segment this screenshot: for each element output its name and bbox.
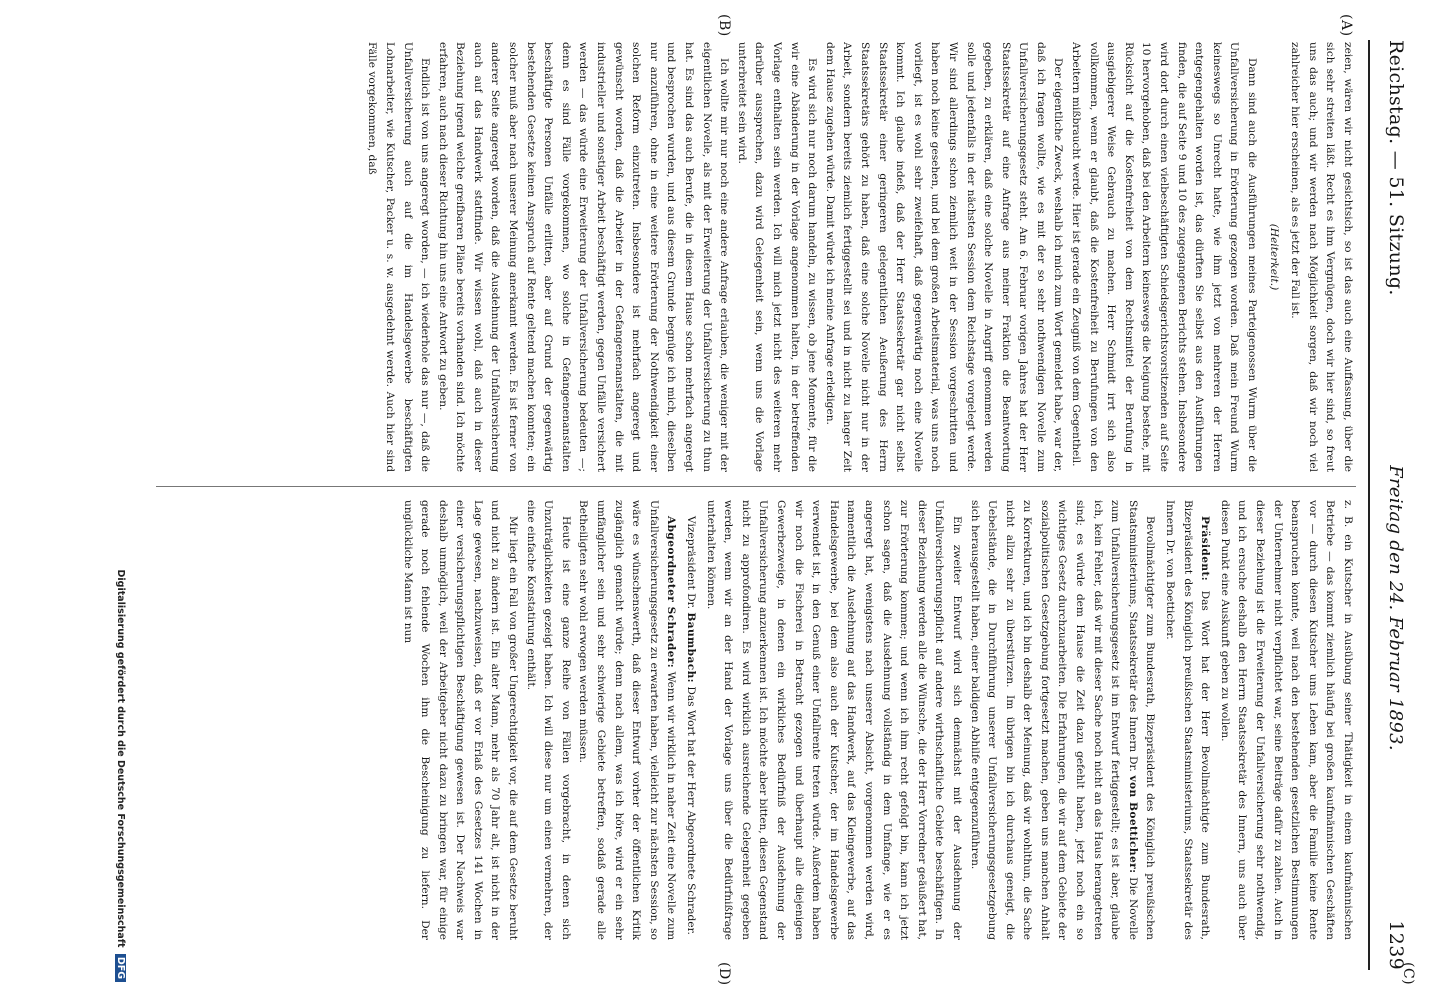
page-header	[1374, 40, 1418, 970]
header-date: Freitag den 24. Februar 1893.	[1385, 465, 1407, 751]
credit-text: Digitalisierung gefördert durch die Deutsche Forschungsgemeinschaft	[115, 569, 126, 948]
margin-letter-c: (C)	[1400, 962, 1416, 986]
right-column	[156, 500, 1356, 940]
paragraph: Der eigentliche Zweck, weshalb ich mich zum Wort gemeldet habe, war der, daß ich fragen wollte, wie es mit der so sehr nothwendigen Novelle zum Unfallversicherungsgesetz steht. Am 6. Februar vorigen Jahres hat der Herr Staatssekretär auf eine Anfrage aus meiner Fraktion die Beantwortung gegeben, zu erklären, daß eine solche Novelle in Angriff genommen werden solle und jedenfalls in der nächsten Session dem Reichstage vorgelegt werde. Wir sind allerdings schon ziemlich weit in der Session vorgeschritten und haben noch keine gesehen, und bei dem großen Arbeitsmaterial, was uns noch vorliegt, ist es wohl sehr zweifelhaft, daß gegenwärtig noch eine Novelle kommt. Ich glaube indeß, daß der Herr Staatssekretär gar nicht selbst Staatssekretär einer geringeren gelegentlichen Aeußerung des Herrn Staatssekretärs gehört zu haben, daß eine solche Novelle nicht nur in der Arbeit, sondern bereits ziemlich fertiggestellt sei und in nicht zu langer Zeit dem Hause zugehen würde. Damit würde ich meine Anfrage erledigen.	[823, 42, 1065, 472]
paragraph: Es wird sich nur noch darum handeln, zu wissen, ob jene Momente, für die wir eine Abänderung in der Vorlage angenommen halten, in der betreffenden Vorlage enthalten sein werden. Ich will mich jetzt nicht des weiteren mehr darüber aussprechen, dazu wird Gelegenheit sein, wenn uns die Vorlage unterbreitet sein wird.	[735, 42, 819, 472]
speaker-name: von Boetticher:	[1126, 775, 1139, 874]
speaker-name: Präsident:	[1199, 516, 1212, 582]
paragraph: Abgeordneter Schrader: Wenn wir wirklich in naher Zeit eine Novelle zum Unfallversicherungsgesetz zu erwarten haben, vielleicht zur nächsten Session, so wäre es wünschenswerth, daß dieser Entwurf vorher der öffentlichen Kritik zugänglich gemacht würde; denn nach allem, was ich höre, wird er ein sehr umfänglicher sein und sehr schwierige Gebiete betreffen, sodaß gerade alle Betheiligten sehr wohl erwogen werden müssen.	[577, 500, 678, 940]
left-column	[156, 42, 1356, 472]
paragraph: Mir liegt ein Fall von großer Ungerechtigkeit vor, die auf dem Gesetze beruht und nicht zu ändern ist. Ein alter Mann, mehr als 70 Jahr alt, ist nicht in der Lage gewesen, nachzuweisen, daß er vor Erlaß des Gesetzes 141 Wochen in einer versicherungspflichtigen Beschäftigung gewesen ist. Der Nachweis war deshalb unmöglich, weil der Arbeitgeber nicht dazu zu bringen war, für einige gerade noch fehlende Wochen ihm die Bescheinigung zu liefern. Der unglückliche Mann ist nun	[401, 500, 520, 940]
header-rule	[1368, 40, 1370, 970]
paragraph: zeien, wären wir nicht gesichtsich, so ist das auch eine Auffassung, über die sich sehr streiten läßt. Recht es ihm Vergnügen, doch wir hier sind, so freut uns das auch; und wir werden nach Möglichkeit sorgen, daß wir noch viel zahlreicher hier erscheinen, als es jetzt der Fall ist.	[1289, 42, 1354, 472]
speaker-name: Abgeordneter Schrader:	[665, 516, 678, 669]
paragraph: Ich wollte mir nur noch eine andere Anfrage erlauben, die weniger mit der eigentlichen Novelle, als mit der Erweiterung der Unfallversicherung zu thun hat. Es sind das auch Berufe, die in diesem Hause schon mehrfach angeregt und besprochen wurden, und aus diesem Grunde begnüge ich mich, dieselben nur anzuführen, ohne in eine weitere Erörterung der Nothwendigkeit einer solchen Reform einzutreten. Insbesondere ist mehrfach angeregt und gewünscht worden, daß die Arbeiter in der Gefangenenanstalten, die mit industrieller und sonstiger Arbeit beschäftigt werden, gegen Unfälle versichert werden — das würde eine Erweiterung der Unfallversicherung bedeuten —; denn es sind Fälle vorgekommen, wo solche in Gefangenenanstalten beschäftigte Personen Unfälle erlitten, aber auf Grund der gegenwärtig bestehenden Gesetze keinen Anspruch auf Rente geltend machen konnten; ein solcher muß aber nach unserer Meinung anerkannt werden. Es ist ferner von anderer Seite angeregt worden, daß die Ausdehnung der Unfallversicherung auch auf das Handwerk stattfinde. Wir wissen wohl, daß auch in dieser Beziehung irgend welche greifbaren Pläne bereits vorhanden sind. Ich möchte erfahren, auch nach dieser Richtung hin uns eine Antwort zu geben.	[436, 42, 731, 472]
header-left: Reichstag. — 51. Sitzung.	[1385, 40, 1407, 296]
margin-letter-d: (D)	[716, 962, 732, 986]
paragraph: z. B. ein Kutscher in Ausübung seiner Thätigkeit in einem kaufmännischen Betriebe — das kommt ziemlich häufig bei großen kaufmännischen Geschäften vor — durch diesen Kutscher ums Leben kam, aber die Familie keine Rente beanspruchen konnte, weil nach den bestehenden gesetzlichen Bestimmungen der Unternehmer nicht verpflichtet war, seine Beiträge dafür zu zahlen. Auch in dieser Beziehung ist die Erweiterung der Unfallversicherung sehr nothwendig, und ich ersuche deshalb den Herrn Staatssekretär des Innern, uns auch über diesen Punkt eine Auskunft geben zu wollen.	[1218, 500, 1354, 940]
dfg-logo: DFG	[115, 954, 126, 982]
speaker-name: Baumbach:	[685, 612, 698, 683]
paragraph: Heute ist eine ganze Reihe von Fällen vorgebracht, in denen sich Unzuträglichkeiten gezeigt haben. Ich will diese nur um einen vermehren, der eine einfache Konstatirung enthält.	[524, 500, 572, 940]
laughter-note: (Heiterkeit.)	[1267, 223, 1280, 291]
paragraph: Bevollmächtigter zum Bundesrath, Bizepräsident des Königlich preußischen Staatsministeriums, Staatssekretär des Innern Dr. von Boetticher: Die Novelle zum Unfallversicherungsgesetz ist im Entwurf fertiggestellt; es ist aber, glaube ich, kein Fehler, daß wir mit dieser Sache noch nicht an das Haus herangetreten sind; es würde dem Hause die Zeit dazu gefehlt haben, jetzt noch ein so wichtiges Gesetz durchzuarbeiten. Die Erfahrungen, die wir auf dem Gebiete der sozialpolitischen Gesetzgebung fortgesetzt machen, geben uns manchen Anhalt zu Korrekturen, und ich bin deshalb der Meinung, daß wir wohlthun, die Sache nicht allzu sehr zu überstürzen. Im übrigen bin ich durchaus geneigt, die Uebelstände, die in Durchführung unserer Unfallversicherungsgesetzgebung sich herausgestellt haben, einer baldigen Abhilfe entgegenzuführen.	[968, 500, 1157, 940]
paragraph: Präsident: Das Wort hat der Herr Bevollmächtigte zum Bundesrath, Bizepräsident des Königlich preußischen Staatsministeriums, Staatssekretär des Innern Dr. von Boetticher.	[1164, 500, 1212, 940]
paragraph: Dann sind auch die Ausführungen meines Parteigenossen Wurm über die Unfallversicherung in Erörterung gezogen worden. Daß mein Freund Wurm keineswegs so Unrecht hatte, wie ihm jetzt von mehreren der Herren entgegengehalten worden ist, das dürften Sie selbst aus den Ausführungen finden, die auf Seite 9 und 10 des zugegangenen Berichts stehen. Insbesondere wird dort durch einen vielbeschäftigten Schiedsgerichtsvorsitzenden auf Seite 10 hervorgehoben, daß bei den Arbeitern keineswegs die Neigung bestehe, mit Rücksicht auf die Kostenfreiheit von dem Rechtsmittel der Berufung in ausgiebigerer Weise Gebrauch zu machen. Herr Schmidt irrt sich also vollkommen, wenn er glaubt, daß die Kostenfreiheit zu Berufungen von den Arbeitern mißbraucht werde. Hier ist gerade ein Zeugniß von dem Gegentheil.	[1070, 42, 1259, 472]
column-separator	[156, 486, 1356, 487]
paragraph: Endlich ist von uns angeregt worden, — ich wiederhole das nur —, daß die Unfallversicherung auch auf die im Handelsgewerbe beschäftigten Lohnarbeiter, wie Kutscher, Packer u. s. w. ausgedehnt werde. Auch hier sind Fälle vorgekommen, daß	[366, 42, 432, 472]
digitization-credit	[112, 570, 126, 982]
page-number: 1239	[1385, 920, 1407, 970]
paragraph: Vizepräsident Dr. Baumbach: Das Wort hat der Herr Abgeordnete Schrader.	[685, 516, 698, 935]
paragraph: Ein zweiter Entwurf wird sich demnächst mit der Ausdehnung der Unfallversicherungspflicht auf andere wirthschaftliche Gebiete beschäftigen. In dieser Beziehung werden alle die Wünsche, die der Herr Vorredner geäußert hat, zur Erörterung kommen; und wenn ich ihm recht gefolgt bin, kann ich jetzt schon sagen, daß die Ausdehnung vollständig in dem Umfange, wie er es angeregt hat, wenigstens nach unserer Absicht, vorgenommen werden wird, namentlich die Ausdehnung auf das Handwerk, auf das Kleingewerbe, auf das Handelsgewerbe, bei dem also auch der Kutscher, der im Handelsgewerbe verwendet ist, in den Genuß einer Unfallrente treten würde. Außerdem haben wir noch die Fischerei in Betracht gezogen und überhaupt alle diejenigen Gewerbezweige, in denen ein wirkliches Bedürfniß der Ausdehnung der Unfallversicherung anzuerkennen ist. Ich möchte aber bitten, diesen Gegenstand nicht zu approfondiren. Es wird wirklich ausreichende Gelegenheit gegeben werden, wenn wir an der Hand der Vorlage uns über die Bedürfnißfrage unterhalten können.	[704, 500, 963, 940]
margin-letter-b: (B)	[716, 14, 732, 37]
margin-letter-a: (A)	[1338, 14, 1354, 37]
